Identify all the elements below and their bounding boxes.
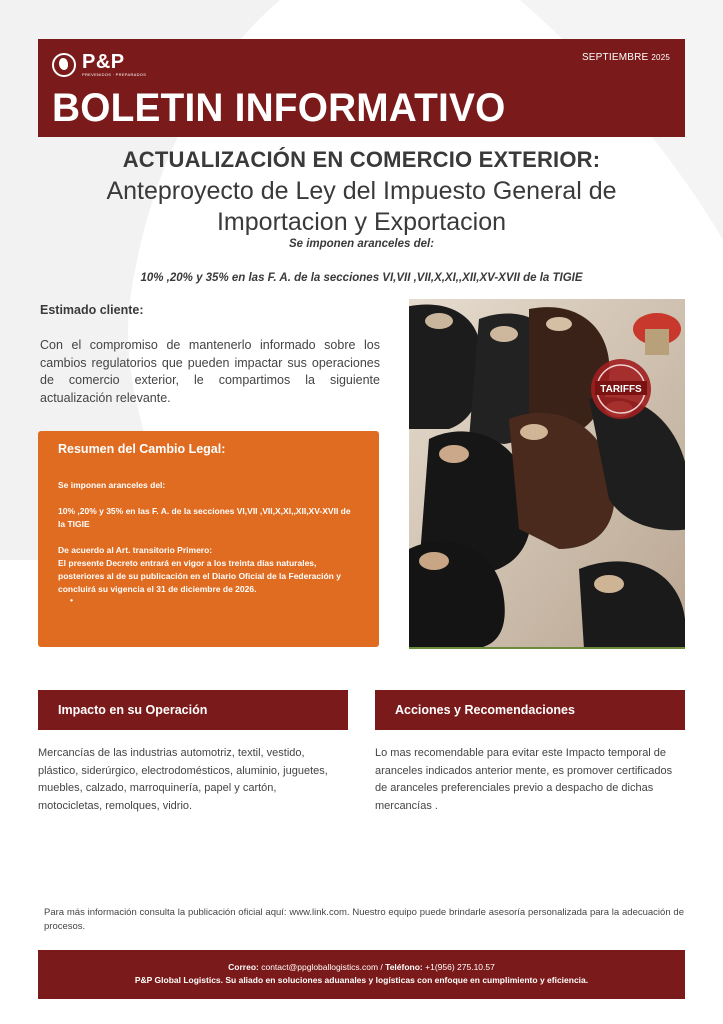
globe-icon [52,53,76,77]
summary-box [38,431,379,647]
actions-section-header: Acciones y Recomendaciones [375,690,685,730]
summary-body [58,479,358,604]
headline-sub-line2: Importacion y Exportacion [216,208,507,236]
headline-sub [0,176,723,238]
summary-p2: 10% ,20% y 35% en las F. A. de la secciones VI,VII ,VII,X,XI,,XII,XV-XVII de la TIGIE [58,506,351,529]
bulletin-title: BOLETIN INFORMATIVO [52,86,506,130]
photo-illustration [409,299,685,649]
issue-year: 2025 [651,53,670,62]
summary-p3-body: El presente Decreto entrará en vigor a los treinta días naturales, posteriores al de su publicación en el Diario Oficial de la Federación y concluirá su vigencia el 31 de diciembre de 2026. [58,558,341,594]
phone-label: Teléfono: [385,962,423,972]
logo-tagline: PREVENIDOS · PREPARADOS [82,72,147,77]
headline-note: Se imponen aranceles del: [288,238,435,250]
tariffs-stamp-icon [591,359,651,419]
intro-paragraph: Con el compromiso de mantenerlo informado sobre los cambios regulatorios que pueden impactar sus operaciones de comercio exterior, le compartimos la siguiente actualización relevante. [40,338,380,405]
summary-title: Resumen del Cambio Legal: [58,442,226,456]
company-logo [52,52,146,77]
header-banner [38,39,685,137]
footer-contact [38,962,685,972]
footer-tagline: P&P Global Logistics. Su aliado en soluciones aduanales y logísticas con enfoque en cumplimiento y eficiencia. [134,975,589,985]
summary-bullet: • [70,595,73,605]
headline-sub-line1: Anteproyecto de Ley del Impuesto General de [106,177,617,205]
more-info-text: Para más información consulta la publicación oficial aquí: www.link.com. Nuestro equipo puede brindarle asesoría personalizada para la adecuación de procesos. [44,907,684,932]
issue-date [582,52,670,63]
issue-month: SEPTIEMBRE [581,52,649,63]
actions-text: Lo mas recomendable para evitar este Impacto temporal de aranceles indicados anterior mente, es promover certificados de aranceles preferenciales previo a despacho de dichas mercancías . [375,747,673,812]
impact-section-header: Impacto en su Operación [38,690,348,730]
impact-text: Mercancías de las industrias automotriz, textil, vestido, plástico, siderúrgico, electrodomésticos, aluminio, juguetes, muebles, calzado, marroquinería, papel y cartón, motocicletas, remolques, vidrio. [38,747,328,812]
stamp-text: TARIFFS [600,384,642,395]
contact-separator: / [378,962,386,972]
email-label: Correo: [228,962,259,972]
footer-bar [38,950,685,999]
headline-rates: 10% ,20% y 35% en las F. A. de la secciones VI,VII ,VII,X,XI,,XII,XV-XVII de la TIGIE [140,272,583,284]
greeting: Estimado cliente: [40,303,144,317]
phone-value[interactable]: +1(956) 275.10.57 [425,962,495,972]
logo-name: P&P [82,51,125,73]
headline-main: ACTUALIZACIÓN EN COMERCIO EXTERIOR: [122,147,601,172]
summary-p1: Se imponen aranceles del: [58,480,166,490]
email-value[interactable]: contact@ppgloballogistics.com [261,962,379,972]
summary-p3-title: De acuerdo al Art. transitorio Primero: [58,545,213,555]
shoes-tariff-photo [409,299,685,649]
